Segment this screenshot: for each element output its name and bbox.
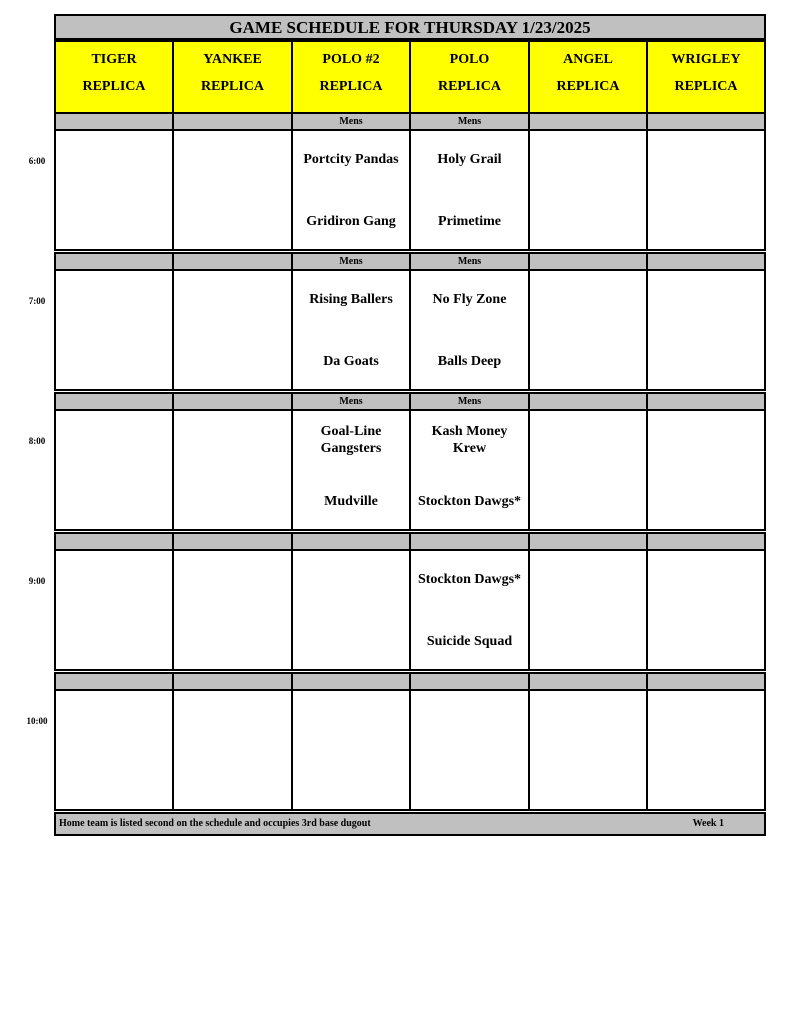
away-team: Stockton Dawgs* [417,572,522,587]
field-sub: REPLICA [82,79,146,94]
game-cell [291,549,411,671]
game-cell [409,409,530,531]
home-team: Da Goats [323,354,379,369]
game-cell [291,689,411,811]
game-cell [291,129,411,251]
game-cell [646,549,766,671]
field-sub: REPLICA [200,79,264,94]
game-cell [528,549,648,671]
game-cell [172,129,293,251]
away-team: Portcity Pandas [303,152,399,167]
field-name: POLO [449,52,490,67]
game-cell [646,689,766,811]
time-label: 7:00 [28,296,46,306]
week-label: Week 1 [692,818,724,829]
schedule-footer [54,812,766,836]
time-label: 8:00 [28,436,46,446]
game-cell [54,269,174,391]
away-team: Goal-Line Gangsters [320,424,382,456]
division-band: Mens [409,392,530,411]
home-team: Gridiron Gang [306,214,396,229]
division-band: Mens [409,252,530,271]
home-team: Primetime [438,214,501,229]
game-cell [172,269,293,391]
game-cell [54,549,174,671]
home-team: Mudville [324,494,378,509]
game-cell [54,689,174,811]
game-cell [646,129,766,251]
game-cell [528,689,648,811]
game-cell [409,129,530,251]
schedule-sheet [54,14,766,836]
field-name: WRIGLEY [671,52,741,67]
game-cell [528,409,648,531]
game-cell [528,129,648,251]
game-cell [291,269,411,391]
division-band: Mens [291,392,411,411]
field-sub: REPLICA [437,79,501,94]
home-team: Balls Deep [437,354,502,369]
division-band: Mens [291,252,411,271]
time-label: 9:00 [28,576,46,586]
division-band: Mens [409,112,530,131]
game-cell [172,549,293,671]
game-cell [172,409,293,531]
away-team: No Fly Zone [432,292,507,307]
game-cell [646,269,766,391]
field-sub: REPLICA [556,79,620,94]
field-sub: REPLICA [319,79,383,94]
game-cell [528,269,648,391]
game-cell [291,409,411,531]
schedule-title: GAME SCHEDULE FOR THURSDAY 1/23/2025 [54,14,766,40]
field-name: ANGEL [563,52,613,67]
game-cell [172,689,293,811]
game-cell [409,269,530,391]
division-band: Mens [291,112,411,131]
field-name: YANKEE [203,52,262,67]
away-team: Rising Ballers [309,292,393,307]
field-sub: REPLICA [674,79,738,94]
game-cell [54,129,174,251]
game-cell [646,409,766,531]
field-name: TIGER [91,52,137,67]
home-team: Suicide Squad [426,634,513,649]
game-cell [409,689,530,811]
field-name: POLO #2 [322,52,380,67]
game-cell [409,549,530,671]
away-team: Kash Money Krew [431,424,508,456]
time-label: 10:00 [26,716,48,726]
game-cell [54,409,174,531]
footer-note: Home team is listed second on the schedule and occupies 3rd base dugout [59,818,371,829]
home-team: Stockton Dawgs* [417,494,522,509]
time-label: 6:00 [28,156,46,166]
away-team: Holy Grail [437,152,502,167]
